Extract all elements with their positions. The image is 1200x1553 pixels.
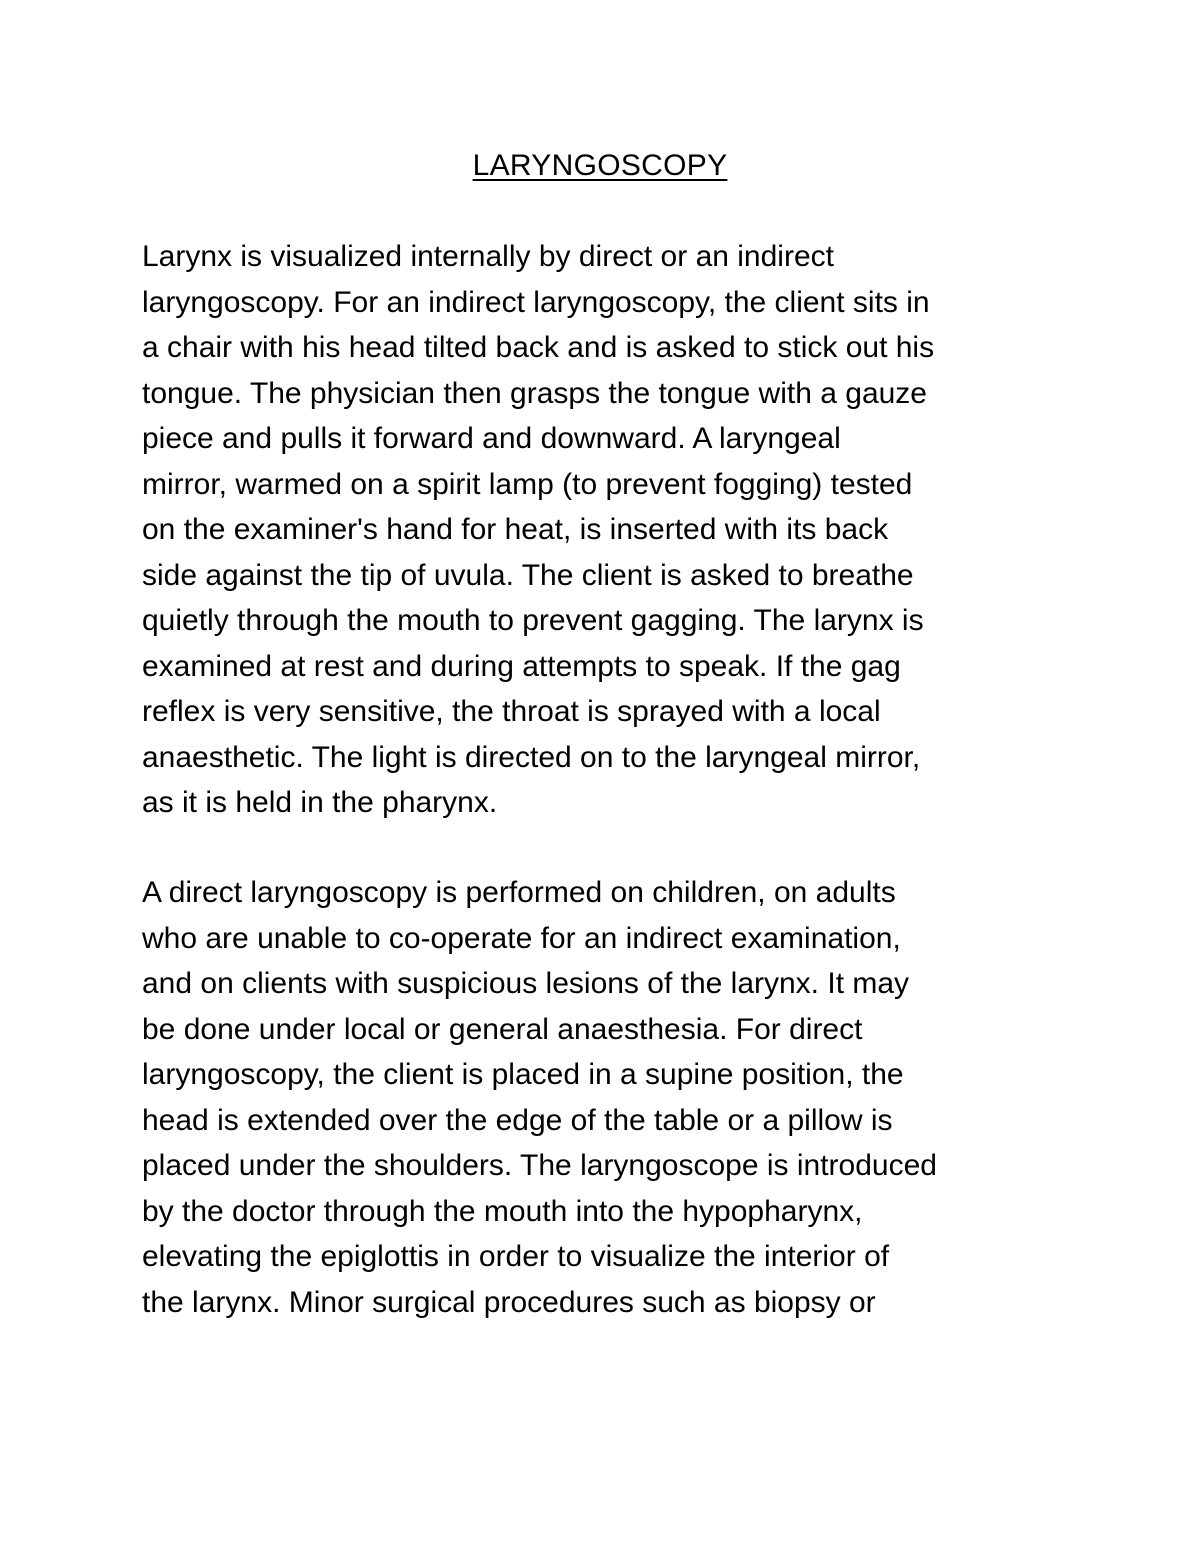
paragraph-line: Larynx is visualized internally by direct or an indirect — [142, 240, 834, 273]
paragraph-line: reflex is very sensitive, the throat is sprayed with a local — [142, 695, 881, 728]
paragraph-line: a chair with his head tilted back and is asked to stick out his — [142, 331, 935, 364]
document-title: LARYNGOSCOPY — [472, 149, 728, 182]
paragraph-line: piece and pulls it forward and downward. A laryngeal — [142, 422, 841, 455]
paragraph-line: who are unable to co-operate for an indirect examination, — [142, 921, 901, 955]
paragraph-line: and on clients with suspicious lesions of the larynx. It may — [142, 967, 910, 1000]
paragraph-line: anaesthetic. The light is directed on to the laryngeal mirror, — [142, 740, 921, 774]
paragraph-line: as it is held in the pharynx. — [142, 786, 498, 819]
paragraph-indirect-laryngoscopy — [142, 234, 934, 826]
paragraph-line: head is extended over the edge of the table or a pillow is — [142, 1103, 893, 1137]
paragraph-direct-laryngoscopy — [142, 870, 937, 1325]
paragraph-line: on the examiner's hand for heat, is inserted with its back — [142, 513, 889, 546]
paragraph-line: tongue. The physician then grasps the tongue with a gauze — [142, 376, 927, 410]
paragraph-line: laryngoscopy, the client is placed in a supine position, the — [142, 1058, 904, 1091]
paragraph-line: side against the tip of uvula. The client is asked to breathe — [142, 558, 914, 592]
paragraph-line: examined at rest and during attempts to speak. If the gag — [142, 649, 901, 683]
paragraph-line: A direct laryngoscopy is performed on children, on adults — [142, 876, 896, 909]
paragraph-line: quietly through the mouth to prevent gagging. The larynx is — [142, 604, 924, 637]
paragraph-line: laryngoscopy. For an indirect laryngoscopy, the client sits in — [142, 285, 930, 319]
paragraph-line: be done under local or general anaesthesia. For direct — [142, 1012, 863, 1046]
paragraph-line: elevating the epiglottis in order to visualize the interior of — [142, 1240, 890, 1273]
paragraph-line: mirror, warmed on a spirit lamp (to prevent fogging) tested — [142, 467, 913, 501]
paragraph-line: the larynx. Minor surgical procedures such as biopsy or — [142, 1285, 876, 1319]
paragraph-line: by the doctor through the mouth into the hypopharynx, — [142, 1194, 863, 1228]
paragraph-line: placed under the shoulders. The laryngoscope is introduced — [142, 1149, 937, 1182]
